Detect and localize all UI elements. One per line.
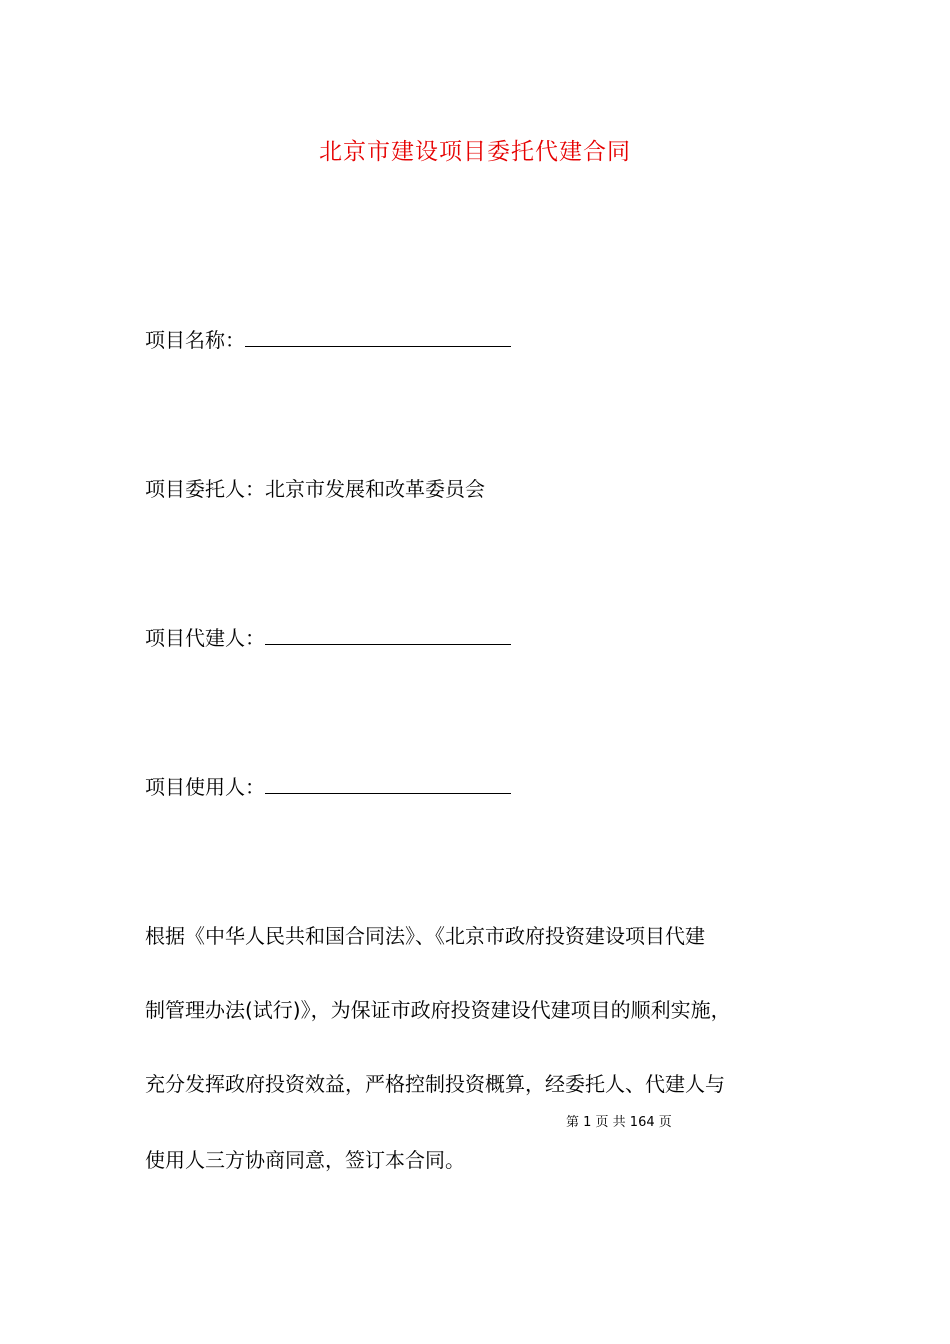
page-number-footer: 第 1 页 共 164 页 — [566, 1115, 672, 1130]
project-client-label: 项目委托人： — [145, 477, 265, 501]
project-client-value: 北京市发展和改革委员会 — [265, 477, 485, 501]
project-user-blank — [265, 773, 511, 794]
paragraph-line-3: 充分发挥政府投资效益，严格控制投资概算，经委托人、代建人与 — [145, 1072, 725, 1096]
project-name-field — [145, 326, 511, 354]
document-title: 北京市建设项目委托代建合同 — [319, 139, 631, 165]
project-name-label: 项目名称： — [145, 328, 245, 352]
project-user-label: 项目使用人： — [145, 775, 265, 799]
paragraph-line-4: 使用人三方协商同意，签订本合同。 — [145, 1148, 465, 1172]
project-user-field — [145, 773, 511, 801]
project-client-field — [145, 475, 485, 503]
project-name-blank — [245, 326, 511, 347]
paragraph-line-1: 根据《中华人民共和国合同法》、《北京市政府投资建设项目代建 — [145, 924, 705, 948]
paragraph-line-2: 制管理办法(试行)》，为保证市政府投资建设代建项目的顺利实施， — [145, 998, 731, 1022]
project-agent-label: 项目代建人： — [145, 626, 265, 650]
project-agent-field — [145, 624, 511, 652]
project-agent-blank — [265, 624, 511, 645]
